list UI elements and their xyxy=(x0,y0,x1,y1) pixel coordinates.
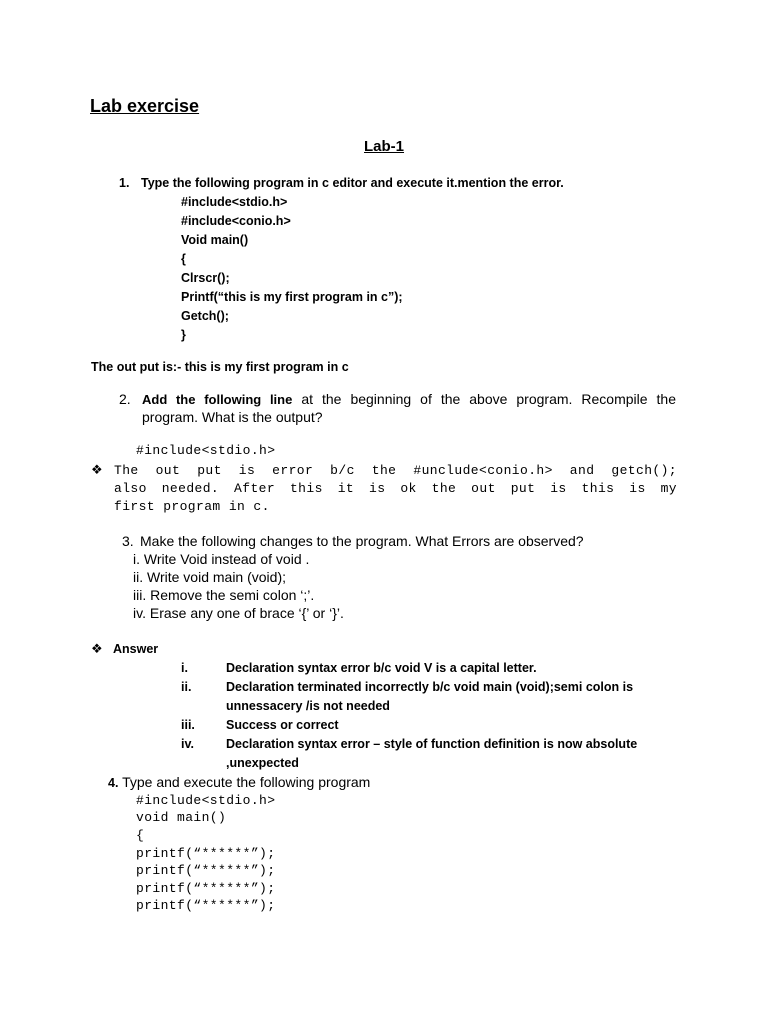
q3-item: iii. Remove the semi colon ‘;’. xyxy=(133,587,315,603)
answer-item-number: iv. xyxy=(181,737,194,751)
answer-item-number: ii. xyxy=(181,680,192,694)
q4-code-line: #include<stdio.h> xyxy=(136,793,276,808)
q1-code-line: { xyxy=(181,252,186,266)
q2-bold-lead: Add the following line xyxy=(142,392,293,407)
q4-code-line: printf(“******”); xyxy=(136,881,276,896)
q1-number: 1. xyxy=(119,176,130,190)
q2-answer-line: first program in c. xyxy=(114,499,270,514)
q1-code-line: #include<stdio.h> xyxy=(181,195,288,209)
answer-item-text: ,unexpected xyxy=(226,756,299,770)
q2-text-line2: program. What is the output? xyxy=(142,409,323,425)
q4-code-line: printf(“******”); xyxy=(136,846,276,861)
q1-output: The out put is:- this is my first program in c xyxy=(91,360,349,374)
diamond-bullet-icon: ❖ xyxy=(91,462,103,477)
q2-answer-line: also needed. After this it is ok the out put is this is my xyxy=(114,481,677,496)
q1-code-line: } xyxy=(181,328,186,342)
q3-text: Make the following changes to the program. What Errors are observed? xyxy=(140,533,584,549)
lab-heading: Lab-1 xyxy=(364,138,405,155)
q1-code-line: #include<conio.h> xyxy=(181,214,291,228)
q2-text-rest: at the beginning of the above program. Recompile the xyxy=(292,391,676,407)
answer-item-number: iii. xyxy=(181,718,195,732)
answer-item-text: Declaration syntax error b/c void V is a capital letter. xyxy=(226,661,537,675)
q1-code-line: Clrscr(); xyxy=(181,271,230,285)
q3-item: i. Write Void instead of void . xyxy=(133,551,310,567)
document-title: Lab exercise xyxy=(90,96,200,116)
q4-code-line: printf(“******”); xyxy=(136,863,276,878)
q4-code-line: void main() xyxy=(136,810,227,825)
answer-item-text: Declaration syntax error – style of function definition is now absolute xyxy=(226,737,638,751)
diamond-bullet-icon: ❖ xyxy=(91,641,103,656)
q4-code-line: { xyxy=(136,828,145,843)
q1-code-line: Void main() xyxy=(181,233,249,247)
q2-code: #include<stdio.h> xyxy=(136,443,276,458)
q2-number: 2. xyxy=(119,391,131,407)
q1-code-line: Getch(); xyxy=(181,309,229,323)
answer-item-number: i. xyxy=(181,661,188,675)
q4-text: Type and execute the following program xyxy=(118,774,371,790)
q2-answer-line: The out put is error b/c the #unclude<conio.h> and getch(); xyxy=(114,463,677,478)
answer-item-text: unnessacery /is not needed xyxy=(226,699,390,713)
q1-code-line: Printf(“this is my first program in c”); xyxy=(181,290,403,304)
answer-item-text: Success or correct xyxy=(226,718,339,732)
q4-number: 4. xyxy=(108,776,119,790)
q2-text-line1 xyxy=(142,391,676,407)
answer-item-text: Declaration terminated incorrectly b/c void main (void);semi colon is xyxy=(226,680,634,694)
q1-text: Type the following program in c editor and execute it.mention the error. xyxy=(141,176,564,190)
q3-item: iv. Erase any one of brace ‘{’ or ‘}’. xyxy=(133,605,344,621)
q3-item: ii. Write void main (void); xyxy=(133,569,287,585)
q3-number: 3. xyxy=(122,533,134,549)
answer-label: Answer xyxy=(113,642,159,656)
q4-code-line: printf(“******”); xyxy=(136,898,276,913)
q4-heading xyxy=(108,774,370,792)
